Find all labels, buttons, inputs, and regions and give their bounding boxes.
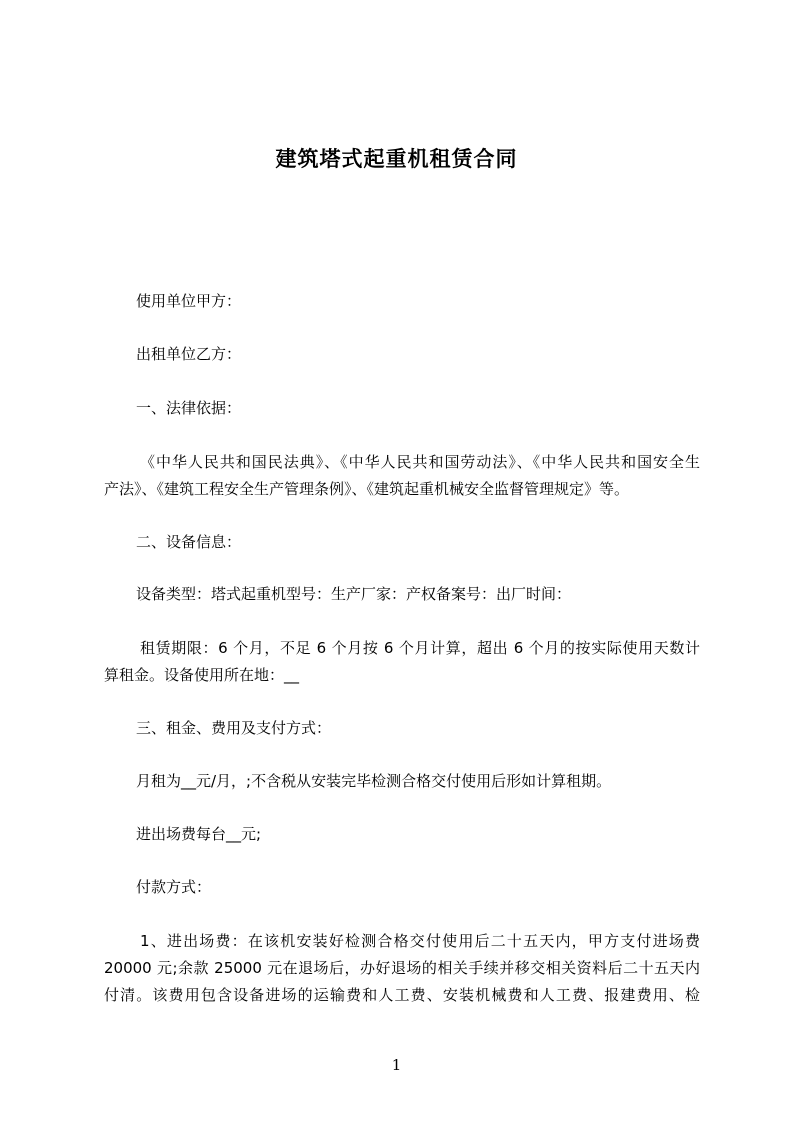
payment-item1-line2: 20000 元;余款 25000 元在退场后，办好退场的相关手续并移交相关资料后二十五天内 <box>104 959 700 977</box>
section3-heading: 三、租金、费用及支付方式： <box>136 719 332 737</box>
payment-method-label: 付款方式： <box>136 878 212 896</box>
page-number: 1 <box>391 1056 402 1074</box>
document-title: 建筑塔式起重机租赁合同 <box>275 147 518 171</box>
lease-term-line2: 算租金。设备使用所在地：__ <box>104 666 300 684</box>
party-b-label: 出租单位乙方： <box>136 345 242 363</box>
monthly-rent: 月租为__元/月，;不含税从安装完毕检测合格交付使用后形如计算租期。 <box>136 772 612 790</box>
section1-text-line2: 产法》、《建筑工程安全生产管理条例》、《建筑起重机械安全监督管理规定》等。 <box>104 480 630 498</box>
section2-heading: 二、设备信息： <box>136 533 242 551</box>
equipment-info: 设备类型：塔式起重机型号：生产厂家：产权备案号：出厂时间： <box>136 585 572 603</box>
payment-item1-line1: 1、进出场费：在该机安装好检测合格交付使用后二十五天内，甲方支付进场费 <box>140 932 700 950</box>
payment-item1-line3: 付清。该费用包含设备进场的运输费和人工费、安装机械费和人工费、报建费用、检 <box>104 986 700 1004</box>
section1-text-line1: 《中华人民共和国民法典》、《中华人民共和国劳动法》、《中华人民共和国安全生 <box>140 453 700 471</box>
party-a-label: 使用单位甲方： <box>136 292 242 310</box>
entry-exit-fee: 进出场费每台__元; <box>136 825 262 843</box>
section1-heading: 一、法律依据： <box>136 399 242 417</box>
lease-term-line1: 租赁期限：6 个月，不足 6 个月按 6 个月计算，超出 6 个月的按实际使用天数计 <box>140 639 700 657</box>
